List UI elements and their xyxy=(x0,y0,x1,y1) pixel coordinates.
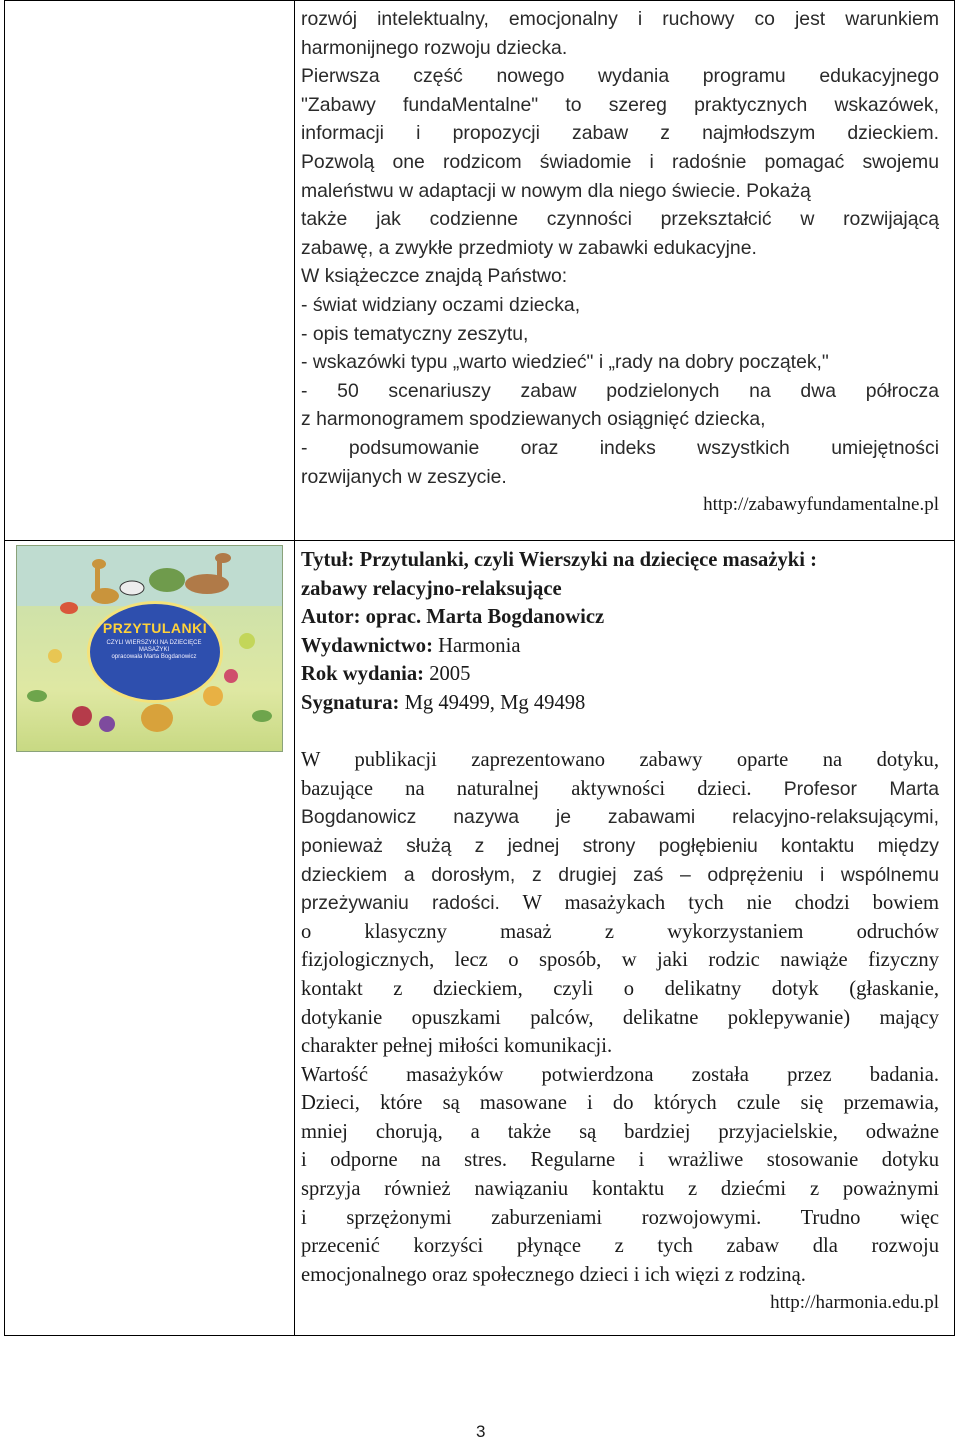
source-url[interactable]: http://harmonia.edu.pl xyxy=(770,1292,939,1314)
text-line: fizjologicznych, lecz o sposób, w jaki rodzic nawiąże fizyczny xyxy=(301,949,939,972)
list-item: - opis tematyczny zeszytu, xyxy=(301,322,529,345)
year-label: Rok wydania: xyxy=(301,663,425,686)
list-item: z harmonogramem spodziewanych osiągnięć dziecka, xyxy=(301,408,766,431)
title-value: Przytulanki, czyli Wierszyki na dziecięce masażyki : xyxy=(359,549,817,571)
row-divider xyxy=(5,540,954,541)
second-entry-description xyxy=(301,746,939,1289)
text-line xyxy=(301,1146,939,1175)
year-line xyxy=(301,660,939,689)
text-line: o klasyczny masaż z wykorzystaniem odruchów xyxy=(301,920,939,943)
second-entry xyxy=(301,546,939,1318)
list-intro: W książeczce znajdą Państwo: xyxy=(301,265,568,288)
author-line xyxy=(301,603,939,632)
text-line: Bogdanowicz nazywa je zabawami relacyjno-relaksującymi, xyxy=(301,806,939,829)
text-fragment: maleństwu w adaptacji w nowym dla niego świecie. xyxy=(301,179,741,202)
text-line: Wartość masażyków potwierdzona została przez badania. xyxy=(301,1063,939,1086)
text-line: Pozwolą one rodzicom świadomie i radośnie pomagać swojemu xyxy=(301,150,939,173)
cover-subtitle-text: CZYLI WIERSZYKI NA DZIECIĘCE MASAŻYKI xyxy=(106,640,202,653)
text-fragment: Profesor Marta xyxy=(783,777,939,800)
signature-label: Sygnatura: xyxy=(301,691,400,714)
cover-author: opracowała Marta Bogdanowicz xyxy=(111,654,197,660)
text-line xyxy=(301,775,939,804)
text-line: i sprzężonymi zaburzeniami rozwojowymi. Trudno więc xyxy=(301,1206,939,1229)
signature-line xyxy=(301,689,939,718)
page-number: 3 xyxy=(476,1422,486,1441)
text-fragment: bazujące na naturalnej aktywności dzieci. xyxy=(301,777,752,800)
text-line: ponieważ służą z jednej strony pogłębieniu kontaktu między xyxy=(301,834,939,857)
text-line: harmonijnego rozwoju dziecka. xyxy=(301,36,568,59)
title-line xyxy=(301,546,939,575)
text-fragment: przeżywaniu radości. xyxy=(301,892,500,915)
text-line: rozwój intelektualny, emocjonalny i ruchowy co jest warunkiem xyxy=(301,8,939,30)
source-url[interactable]: http://zabawyfundamentalne.pl xyxy=(703,494,939,516)
text-line: sprzyja również nawiązaniu kontaktu z dziećmi z poważnymi xyxy=(301,1178,939,1201)
text-line: także jak codzienne czynności przekształcić w rozwijającą xyxy=(301,208,939,231)
author-label: Autor: xyxy=(301,606,361,629)
text-line: zabawę, a zwykłe przedmioty w zabawki edukacyjne. xyxy=(301,236,757,259)
text-line: informacji i propozycji zabaw z najmłodszym dzieckiem. xyxy=(301,122,939,145)
bibliographic-data xyxy=(301,546,939,718)
first-entry-description xyxy=(301,5,939,520)
text-line: Dzieci, które są masowane i do których czule się przemawia, xyxy=(301,1092,939,1115)
publisher-label: Wydawnictwo: xyxy=(301,634,433,657)
text-line: przecenić korzyści płynące z tych zabaw dla rozwoju xyxy=(301,1235,939,1258)
text-fragment: Regularne i wrażliwe stosowanie dotyku xyxy=(530,1149,940,1172)
title-line-2 xyxy=(301,575,939,604)
list-item: rozwijanych w zeszycie. xyxy=(301,465,507,488)
title-value-cont: zabawy relacyjno-relaksujące xyxy=(301,577,562,600)
text-line: W publikacji zaprezentowano zabawy oparte na dotyku, xyxy=(301,749,939,772)
text-line: Pierwsza część nowego wydania programu edukacyjnego xyxy=(301,65,939,88)
text-line xyxy=(301,889,939,918)
text-line: kontakt z dzieckiem, czyli o delikatny dotyk (głaskanie, xyxy=(301,977,939,1000)
text-line: dzieckiem a dorosłym, z drugiej zaś – odprężeniu i wspólnemu xyxy=(301,863,939,886)
text-line: charakter pełnej miłości komunikacji. xyxy=(301,1035,613,1058)
signature-value: Mg 49499, Mg 49498 xyxy=(404,691,586,714)
text-line: mniej chorują, a także są bardziej przyjacielskie, odważne xyxy=(301,1120,939,1143)
title-label: Tytuł: xyxy=(301,549,355,571)
list-item: - podsumowanie oraz indeks wszystkich umiejętności xyxy=(301,436,939,459)
text-line xyxy=(301,177,939,206)
text-fragment: W masażykach tych nie chodzi bowiem xyxy=(522,892,940,915)
text-fragment: i odporne na stres. xyxy=(301,1149,508,1172)
list-item: - wskazówki typu „warto wiedzieć" i „rady na dobry początek," xyxy=(301,351,829,374)
cover-title: PRZYTULANKI xyxy=(102,620,208,636)
column-divider xyxy=(294,1,295,1335)
publisher-value: Harmonia xyxy=(438,634,521,657)
year-value: 2005 xyxy=(429,663,471,686)
cover-subtitle xyxy=(101,640,207,661)
text-line: dotykanie opuszkami palców, delikatne poklepywanie) mający xyxy=(301,1006,939,1029)
text-line: emocjonalnego oraz społecznego dzieci i ich więzi z rodziną. xyxy=(301,1263,806,1286)
spacer xyxy=(301,718,939,747)
list-item: - 50 scenariuszy zabaw podzielonych na dwa półrocza xyxy=(301,379,939,402)
author-value: oprac. Marta Bogdanowicz xyxy=(365,606,605,629)
list-item: - świat widziany oczami dziecka, xyxy=(301,293,581,316)
text-fragment: Pokażą xyxy=(746,179,811,202)
text-line: "Zabawy fundaMentalne" to szereg praktycznych wskazówek, xyxy=(301,93,939,116)
publisher-line xyxy=(301,632,939,661)
book-cover xyxy=(16,545,283,752)
